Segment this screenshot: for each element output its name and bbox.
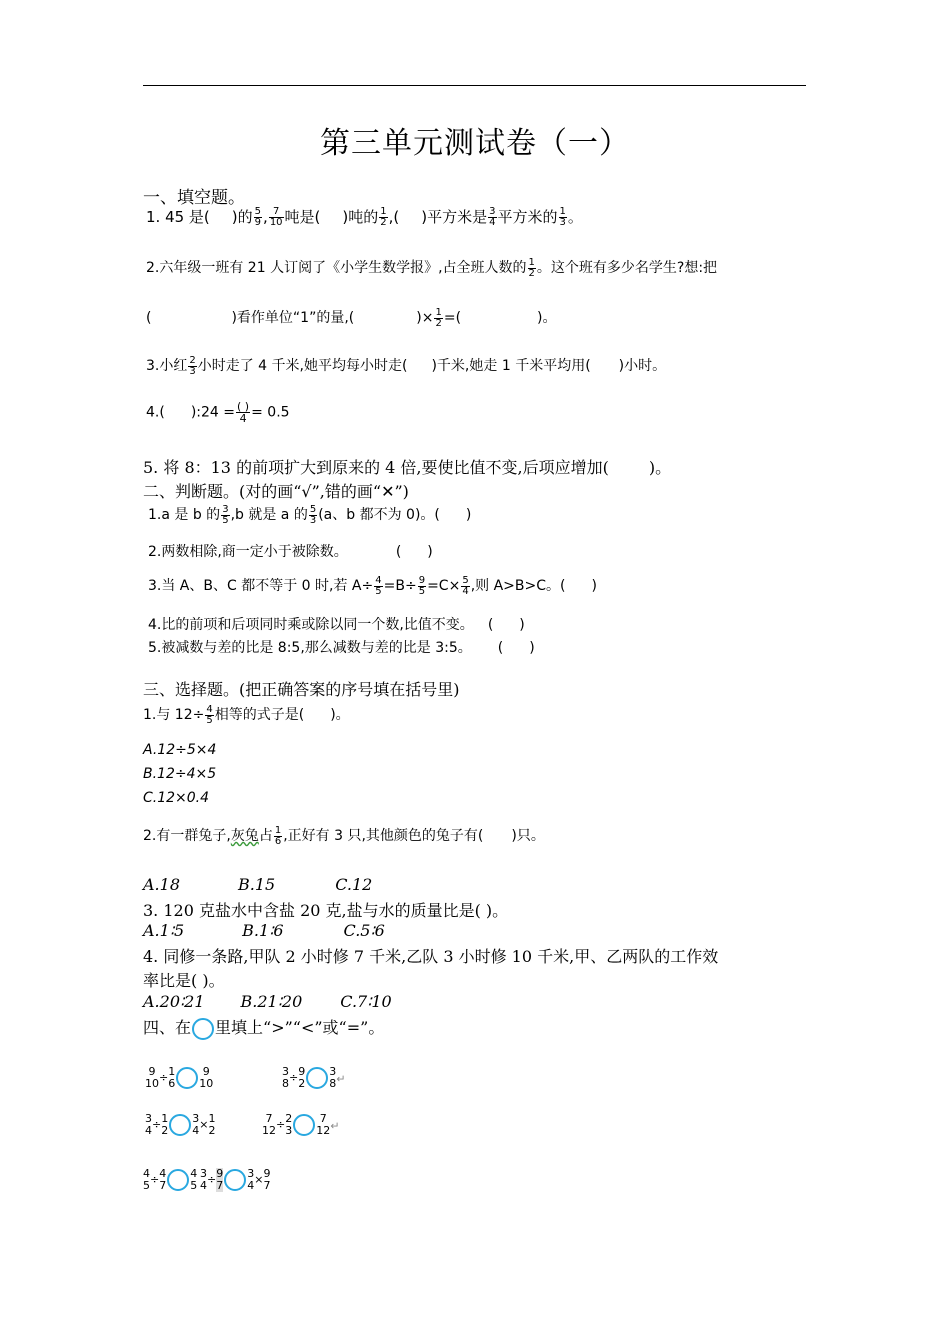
judge-question-3: 3.当 A、B、C 都不等于 0 时,若 A÷ $\frac{4}{5}$ =B÷ $\frac{9}{5}$ =C× $\frac{5}{4}$ ,则 A>B>C。( ) xyxy=(148,574,597,597)
page-title: 第三单元测试卷（一） xyxy=(320,126,630,161)
section-heading-compare: 四、在 里填上“>”“<”或“=”。 xyxy=(143,1015,384,1040)
compare-item-3: 3 4 ÷ 1 2 3 4 × 1 2 xyxy=(145,1112,216,1138)
compare-answer-3[interactable] xyxy=(169,1114,191,1136)
judge-question-5: 5.被减数与差的比是 8:5,那么减数与差的比是 3:5。 ( ) xyxy=(148,640,535,656)
compare-answer-1[interactable] xyxy=(176,1067,198,1089)
choice-question-3: 3. 120 克盐水中含盐 20 克,盐与水的质量比是( )。 xyxy=(143,901,509,920)
choice-q4-options: A.20∶21 B.21∶20 C.7∶10 xyxy=(143,992,392,1011)
fill-question-3: 3.小红 $\frac{2}{3}$ 小时走了 4 千米,她平均每小时走( )千米,她走 1 千米平均用( )小时。 xyxy=(146,354,667,377)
compare-answer-2[interactable] xyxy=(306,1067,328,1089)
fill-question-5: 5. 将 8：13 的前项扩大到原来的 4 倍,要使比值不变,后项应增加( )。 xyxy=(143,458,672,477)
choice-q2-options: A.18 B.15 C.12 xyxy=(143,875,373,894)
fill-question-2-line-2: ( )看作单位“1”的量,( )× $\frac{1}{2}$ =( )。 xyxy=(146,306,557,329)
compare-item-4: 7 12 ÷ 2 3 7 12 ↵ xyxy=(262,1112,340,1138)
compare-answer-5[interactable] xyxy=(167,1169,189,1191)
answer-circle-icon xyxy=(192,1018,214,1040)
compare-answer-6[interactable] xyxy=(224,1169,246,1191)
compare-item-6: 3 4 ÷ 9 7 3 4 × 9 7 xyxy=(200,1167,271,1193)
section-heading-choice: 三、选择题。(把正确答案的序号填在括号里) xyxy=(143,680,460,699)
fill-question-2-line-1: 2.六年级一班有 21 人订阅了《小学生数学报》,占全班人数的 $\frac{1}{2}$ 。这个班有多少名学生?想:把 xyxy=(146,256,718,279)
section-heading-fill: 一、填空题。 xyxy=(143,188,245,208)
choice-q1-option-a: A.12÷5×4 xyxy=(143,742,217,758)
choice-q1-option-b: B.12÷4×5 xyxy=(143,766,217,782)
choice-q3-options: A.1∶5 B.1∶6 C.5∶6 xyxy=(143,921,385,940)
choice-q1-option-c: C.12×0.4 xyxy=(143,790,210,806)
choice-question-4-line-1: 4. 同修一条路,甲队 2 小时修 7 千米,乙队 3 小时修 10 千米,甲、乙两队的工作效 xyxy=(143,947,719,966)
fill-question-1: 1. 45 是( )的 $\frac{5}{9}$ , $\frac{7}{10}$ 吨是( )吨的 $\frac{1}{2}$ ,( )平方米是 $\frac{3}{4}$ 平方米的 $\frac{1}{3}$ 。 xyxy=(146,206,583,228)
section-heading-judge: 二、判断题。(对的画“√”,错的画“✕”) xyxy=(143,482,409,501)
compare-item-2: 3 8 ÷ 9 2 3 8 ↵ xyxy=(282,1065,346,1091)
choice-question-1: 1.与 12÷ $\frac{4}{5}$ 相等的式子是( )。 xyxy=(143,703,350,726)
judge-question-2: 2.两数相除,商一定小于被除数。 ( ) xyxy=(148,544,433,560)
compare-item-5: 4 5 ÷ 4 7 4 5 xyxy=(143,1167,198,1193)
choice-question-4-line-2: 率比是( )。 xyxy=(143,971,225,990)
compare-answer-4[interactable] xyxy=(293,1114,315,1136)
fill-question-4: 4.( ):24 = $\frac{( )}{4}$ = 0.5 xyxy=(146,400,290,425)
compare-item-1: 9 10 ÷ 1 6 9 10 xyxy=(145,1065,214,1091)
choice-question-2: 2.有一群兔子,灰兔占 $\frac{1}{6}$ ,正好有 3 只,其他颜色的兔子有( )只。 xyxy=(143,824,545,847)
judge-question-4: 4.比的前项和后项同时乘或除以同一个数,比值不变。 ( ) xyxy=(148,617,525,633)
judge-question-1: 1.a 是 b 的 $\frac{3}{5}$ ,b 就是 a 的 $\frac{5}{3}$ (a、b 都不为 0)。( ) xyxy=(148,503,472,526)
top-rule xyxy=(143,85,806,86)
